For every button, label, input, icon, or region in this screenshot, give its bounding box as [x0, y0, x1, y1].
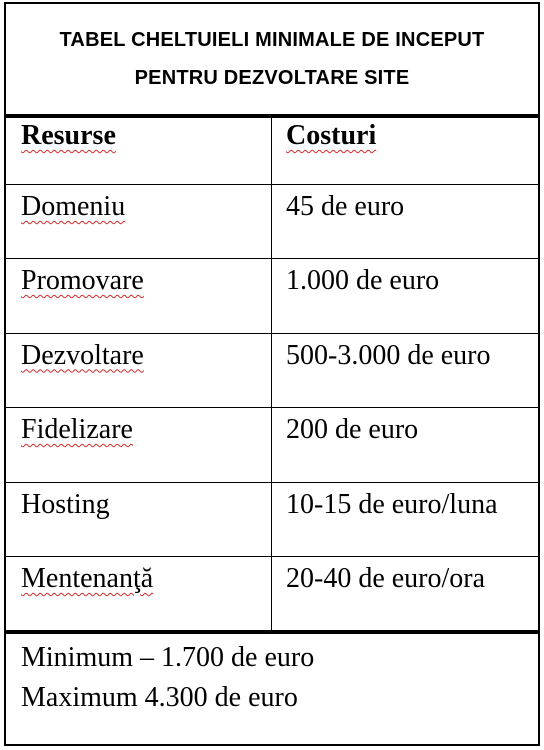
table-row — [6, 184, 538, 258]
resource-name: Promovare — [21, 265, 144, 297]
resource-name: Mentenanţă — [21, 562, 154, 594]
cost-value: 200 de euro — [286, 414, 419, 446]
title-box — [4, 2, 540, 116]
summary-box — [4, 632, 540, 746]
resource-cell — [6, 184, 272, 258]
table-header-row — [6, 118, 538, 184]
table-row — [6, 556, 538, 630]
cost-value: 1.000 de euro — [286, 265, 440, 297]
cost-cell — [272, 333, 539, 407]
resource-cell — [6, 333, 272, 407]
header-resource: Resurse — [21, 120, 116, 151]
table-row — [6, 259, 538, 333]
header-cost-cell — [272, 118, 539, 184]
table-row — [6, 482, 538, 556]
resource-name: Fidelizare — [21, 414, 133, 446]
summary-maximum: Maximum 4.300 de euro — [21, 682, 298, 713]
resource-cell — [6, 408, 272, 482]
resource-cell — [6, 259, 272, 333]
costs-table — [4, 116, 540, 632]
resource-name: Domeniu — [21, 190, 126, 222]
resource-cell — [6, 482, 272, 556]
title-line-1: TABEL CHELTUIELI MINIMALE DE INCEPUT — [59, 29, 485, 51]
cost-cell — [272, 482, 539, 556]
cost-cell — [272, 184, 539, 258]
cost-cell — [272, 408, 539, 482]
table-row — [6, 333, 538, 407]
header-resource-cell — [6, 118, 272, 184]
cost-value: 10-15 de euro/luna — [286, 488, 498, 520]
cost-value: 500-3.000 de euro — [286, 339, 491, 371]
summary-minimum: Minimum – 1.700 de euro — [21, 642, 315, 673]
cost-value: 45 de euro — [286, 190, 405, 222]
cost-cell — [272, 556, 539, 630]
header-cost: Costuri — [286, 120, 377, 151]
resource-name: Dezvoltare — [21, 339, 144, 371]
cost-cell — [272, 259, 539, 333]
title-line-2: PENTRU DEZVOLTARE SITE — [134, 67, 410, 89]
cost-value: 20-40 de euro/ora — [286, 562, 486, 594]
resource-cell — [6, 556, 272, 630]
resource-name: Hosting — [21, 488, 110, 520]
table-row — [6, 408, 538, 482]
